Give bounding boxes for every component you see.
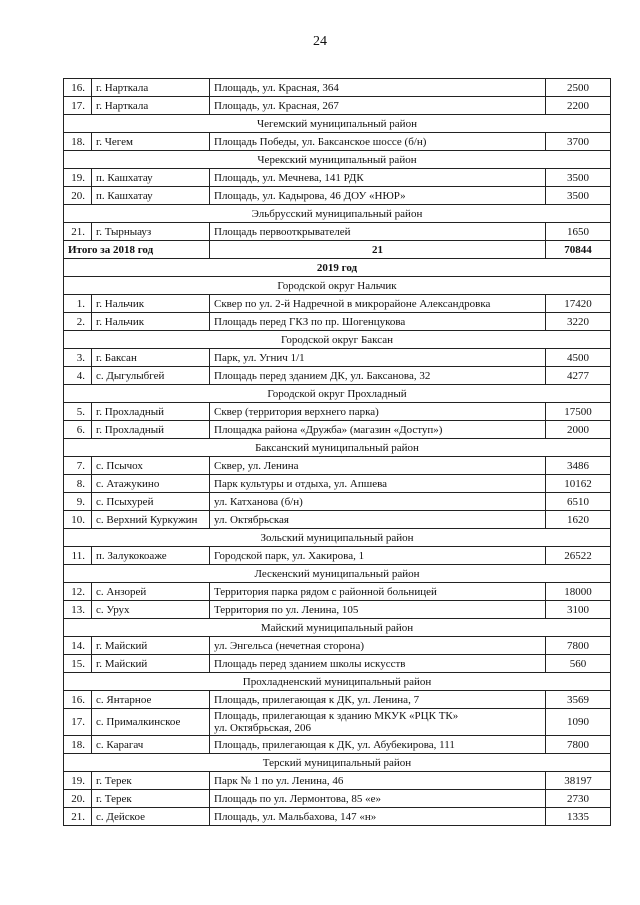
row-address: Площадь, ул. Кадырова, 46 ДОУ «НЮР» [210, 187, 546, 205]
row-address: Площадь по ул. Лермонтова, 85 «е» [210, 790, 546, 808]
section-title: Городской округ Баксан [64, 331, 611, 349]
row-number: 3. [64, 349, 92, 367]
table-row [64, 421, 611, 439]
row-area: 3700 [546, 133, 611, 151]
row-settlement: с. Псычох [92, 457, 210, 475]
row-area: 26522 [546, 547, 611, 565]
section-title: Зольский муниципальный район [64, 529, 611, 547]
total-sum: 70844 [546, 241, 611, 259]
section-title: Городской округ Прохладный [64, 385, 611, 403]
row-address: Площадь перед зданием школы искусств [210, 655, 546, 673]
row-address: Территория по ул. Ленина, 105 [210, 601, 546, 619]
table-row [64, 295, 611, 313]
total-label: Итого за 2018 год [64, 241, 210, 259]
row-area: 3500 [546, 169, 611, 187]
parks-table [63, 78, 611, 826]
row-address: Сквер (территория верхнего парка) [210, 403, 546, 421]
table-row [64, 511, 611, 529]
row-settlement: с. Янтарное [92, 691, 210, 709]
row-address: Территория парка рядом с районной больницей [210, 583, 546, 601]
row-settlement: с. Атажукино [92, 475, 210, 493]
row-address: Площадь перед зданием ДК, ул. Баксанова, 32 [210, 367, 546, 385]
row-number: 15. [64, 655, 92, 673]
row-area: 2200 [546, 97, 611, 115]
row-number: 6. [64, 421, 92, 439]
row-area: 3486 [546, 457, 611, 475]
table-row [64, 493, 611, 511]
row-area: 4500 [546, 349, 611, 367]
table-row [64, 313, 611, 331]
row-area: 7800 [546, 736, 611, 754]
row-area: 10162 [546, 475, 611, 493]
row-address: Парк № 1 по ул. Ленина, 46 [210, 772, 546, 790]
section-header-row [64, 331, 611, 349]
row-area: 1650 [546, 223, 611, 241]
row-settlement: г. Майский [92, 655, 210, 673]
table-row [64, 367, 611, 385]
row-settlement: с. Карагач [92, 736, 210, 754]
row-number: 21. [64, 223, 92, 241]
table-row [64, 169, 611, 187]
row-number: 19. [64, 772, 92, 790]
row-settlement: г. Нарткала [92, 79, 210, 97]
section-title: Прохладненский муниципальный район [64, 673, 611, 691]
section-title: Терский муниципальный район [64, 754, 611, 772]
row-area: 3100 [546, 601, 611, 619]
row-area: 4277 [546, 367, 611, 385]
row-address: ул. Энгельса (нечетная сторона) [210, 637, 546, 655]
row-address: ул. Октябрьская [210, 511, 546, 529]
row-area: 3500 [546, 187, 611, 205]
row-address: Площадь перед ГКЗ по пр. Шогенцукова [210, 313, 546, 331]
row-settlement: п. Кашхатау [92, 187, 210, 205]
table-row [64, 637, 611, 655]
section-header-row [64, 115, 611, 133]
row-number: 11. [64, 547, 92, 565]
row-number: 16. [64, 691, 92, 709]
row-settlement: г. Терек [92, 790, 210, 808]
section-title: Баксанский муниципальный район [64, 439, 611, 457]
row-settlement: г. Баксан [92, 349, 210, 367]
row-address: Площадь, прилегающая к ДК, ул. Ленина, 7 [210, 691, 546, 709]
row-area: 3569 [546, 691, 611, 709]
year-title: 2019 год [64, 259, 611, 277]
row-address: Площадь, ул. Мечнева, 141 РДК [210, 169, 546, 187]
table-row [64, 457, 611, 475]
row-area: 3220 [546, 313, 611, 331]
table-row [64, 772, 611, 790]
row-number: 8. [64, 475, 92, 493]
row-number: 18. [64, 133, 92, 151]
table-row [64, 691, 611, 709]
row-number: 14. [64, 637, 92, 655]
row-area: 1620 [546, 511, 611, 529]
row-settlement: г. Майский [92, 637, 210, 655]
row-area: 2000 [546, 421, 611, 439]
section-header-row [64, 529, 611, 547]
row-settlement: г. Нальчик [92, 295, 210, 313]
row-number: 1. [64, 295, 92, 313]
row-address: Площадка района «Дружба» (магазин «Доступ») [210, 421, 546, 439]
table-row [64, 97, 611, 115]
section-header-row [64, 565, 611, 583]
row-settlement: с. Прималкинское [92, 709, 210, 736]
row-settlement: г. Тырныауз [92, 223, 210, 241]
row-settlement: с. Анзорей [92, 583, 210, 601]
row-address: Площадь, ул. Красная, 267 [210, 97, 546, 115]
row-area: 18000 [546, 583, 611, 601]
row-settlement: г. Прохладный [92, 403, 210, 421]
table-row [64, 655, 611, 673]
row-area: 38197 [546, 772, 611, 790]
table-body [64, 79, 611, 826]
row-area: 1090 [546, 709, 611, 736]
row-number: 20. [64, 187, 92, 205]
row-address [210, 709, 546, 736]
row-settlement: г. Чегем [92, 133, 210, 151]
table-row [64, 349, 611, 367]
table-row [64, 583, 611, 601]
row-number: 12. [64, 583, 92, 601]
row-area: 6510 [546, 493, 611, 511]
row-settlement: с. Псыхурей [92, 493, 210, 511]
row-address-line: Площадь, прилегающая к зданию МКУК «РЦК ТК» [214, 710, 459, 722]
row-number: 7. [64, 457, 92, 475]
section-title: Черекский муниципальный район [64, 151, 611, 169]
section-header-row [64, 619, 611, 637]
row-settlement: с. Дыгулыбгей [92, 367, 210, 385]
row-settlement: г. Нальчик [92, 313, 210, 331]
section-header-row [64, 151, 611, 169]
row-address: Парк культуры и отдыха, ул. Апшева [210, 475, 546, 493]
section-title: Лескенский муниципальный район [64, 565, 611, 583]
row-address: Сквер по ул. 2-й Надречной в микрорайоне Александровка [210, 295, 546, 313]
row-number: 20. [64, 790, 92, 808]
row-settlement: с. Урух [92, 601, 210, 619]
row-address: Площадь первооткрывателей [210, 223, 546, 241]
row-number: 21. [64, 808, 92, 826]
row-address-line: ул. Октябрьская, 206 [214, 722, 311, 734]
row-area: 2500 [546, 79, 611, 97]
row-area: 7800 [546, 637, 611, 655]
section-title: Майский муниципальный район [64, 619, 611, 637]
total-row [64, 241, 611, 259]
row-address: Площадь Победы, ул. Баксанское шоссе (б/н) [210, 133, 546, 151]
row-number: 5. [64, 403, 92, 421]
row-settlement: с. Дейское [92, 808, 210, 826]
row-number: 4. [64, 367, 92, 385]
row-address: Сквер, ул. Ленина [210, 457, 546, 475]
table-row [64, 223, 611, 241]
row-number: 16. [64, 79, 92, 97]
section-title: Чегемский муниципальный район [64, 115, 611, 133]
section-header-row [64, 385, 611, 403]
year-header-row [64, 259, 611, 277]
row-number: 17. [64, 709, 92, 736]
section-header-row [64, 277, 611, 295]
table-row [64, 601, 611, 619]
row-address: Площадь, прилегающая к ДК, ул. Абубекирова, 111 [210, 736, 546, 754]
table-row [64, 808, 611, 826]
section-header-row [64, 205, 611, 223]
row-area: 17500 [546, 403, 611, 421]
section-header-row [64, 439, 611, 457]
table-row [64, 547, 611, 565]
row-area: 17420 [546, 295, 611, 313]
row-settlement: г. Терек [92, 772, 210, 790]
table-row [64, 475, 611, 493]
table-row [64, 403, 611, 421]
total-count: 21 [210, 241, 546, 259]
table-row [64, 79, 611, 97]
page-number: 24 [313, 34, 327, 49]
row-number: 10. [64, 511, 92, 529]
table-row [64, 187, 611, 205]
row-address: Парк, ул. Угнич 1/1 [210, 349, 546, 367]
row-number: 2. [64, 313, 92, 331]
row-settlement: г. Прохладный [92, 421, 210, 439]
row-settlement: г. Нарткала [92, 97, 210, 115]
table-row [64, 790, 611, 808]
row-number: 18. [64, 736, 92, 754]
row-number: 17. [64, 97, 92, 115]
row-area: 1335 [546, 808, 611, 826]
row-address: Городской парк, ул. Хакирова, 1 [210, 547, 546, 565]
table-row [64, 709, 611, 736]
row-address: Площадь, ул. Красная, 364 [210, 79, 546, 97]
row-number: 19. [64, 169, 92, 187]
row-number: 9. [64, 493, 92, 511]
row-area: 560 [546, 655, 611, 673]
section-header-row [64, 673, 611, 691]
section-title: Эльбрусский муниципальный район [64, 205, 611, 223]
section-title: Городской округ Нальчик [64, 277, 611, 295]
row-area: 2730 [546, 790, 611, 808]
row-number: 13. [64, 601, 92, 619]
section-header-row [64, 754, 611, 772]
row-address: ул. Катханова (б/н) [210, 493, 546, 511]
row-settlement: п. Кашхатау [92, 169, 210, 187]
row-settlement: с. Верхний Куркужин [92, 511, 210, 529]
table-row [64, 133, 611, 151]
row-address: Площадь, ул. Мальбахова, 147 «н» [210, 808, 546, 826]
row-settlement: п. Залукокоаже [92, 547, 210, 565]
table-row [64, 736, 611, 754]
